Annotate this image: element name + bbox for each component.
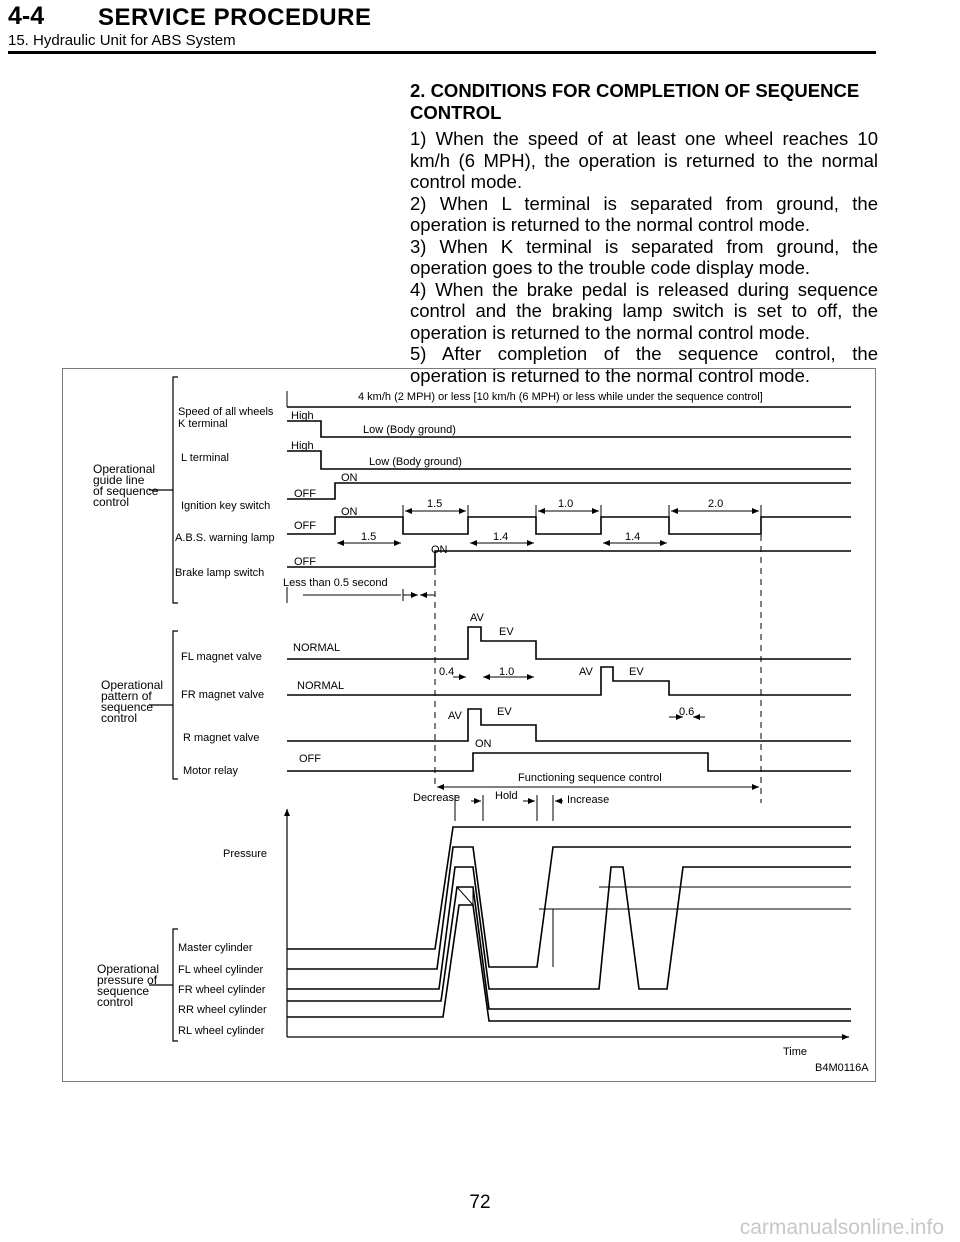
label-abs-lamp: A.B.S. warning lamp [175,532,275,544]
r-ev: EV [497,706,512,718]
header-rule [8,51,876,54]
abs-on: ON [341,506,358,518]
timing-0-4: 0.4 [439,666,455,678]
speed-note: 4 km/h (2 MPH) or less [10 km/h (6 MPH) or less while under the sequence control] [358,391,763,403]
motor-on: ON [475,738,492,750]
condition-3: 3) When K terminal is separated from ground, the operation goes to the trouble code display mode. [410,235,878,278]
label-k-terminal: K terminal [178,418,228,430]
fl-normal: NORMAL [293,642,341,654]
condition-5: 5) After completion of the sequence control, the operation is returned to the normal control mode. [410,343,878,386]
section-heading: 2. CONDITIONS FOR COMPLETION OF SEQUENCE CONTROL [410,80,860,123]
fl-ev: EV [499,626,514,638]
fl-av: AV [470,612,484,624]
ign-off: OFF [294,488,316,500]
increase-label: Increase [567,794,610,806]
label-fr-valve: FR magnet valve [181,689,265,701]
timing-1-4a: 1.4 [493,531,509,543]
pressure-axis-label: Pressure [223,848,268,860]
label-fl-wheel: FL wheel cylinder [178,964,264,976]
figure-code: B4M0116A [815,1062,869,1074]
less-than-label: Less than 0.5 second [283,577,388,589]
timing-2-0: 2.0 [708,498,724,510]
timing-diagram-svg [63,369,875,1081]
decrease-label: Decrease [413,792,461,804]
brake-off: OFF [294,556,316,568]
label-rr-wheel: RR wheel cylinder [178,1004,267,1016]
k-low: Low (Body ground) [363,424,456,436]
timing-0-6: 0.6 [679,706,695,718]
abs-off: OFF [294,520,316,532]
k-high: High [291,410,314,422]
time-axis-label: Time [783,1046,808,1058]
label-brake-lamp: Brake lamp switch [175,567,265,579]
l-low: Low (Body ground) [369,456,462,468]
brake-on: ON [431,544,448,556]
timing-1-0b: 1.0 [499,666,515,678]
section-code: 4-4 [8,2,45,30]
label-master: Master cylinder [178,942,253,954]
watermark: carmanualsonline.info [739,1216,944,1239]
r-av: AV [448,710,462,722]
timing-diagram [62,368,876,1082]
label-r-valve: R magnet valve [183,732,260,744]
group-label-pattern: Operational pattern of sequence control [101,678,164,725]
page-number: 72 [469,1192,491,1213]
timing-1-5b: 1.5 [361,531,377,543]
condition-4: 4) When the brake pedal is released during sequence control and the braking lamp switch is set to off, the operation is returned to the normal control mode. [410,278,878,343]
timing-1-4b: 1.4 [625,531,641,543]
timing-1-5a: 1.5 [427,498,443,510]
group-label-pressure: Operational pressure of sequence control [97,962,160,1009]
fr-ev: EV [629,666,644,678]
timing-1-0a: 1.0 [558,498,574,510]
label-motor: Motor relay [183,765,239,777]
page-title: SERVICE PROCEDURE [98,4,372,31]
fr-normal: NORMAL [297,680,345,692]
ign-on: ON [341,472,358,484]
fr-av: AV [579,666,593,678]
section-subtitle: 15. Hydraulic Unit for ABS System [8,32,236,49]
label-rl-wheel: RL wheel cylinder [178,1025,265,1037]
motor-off: OFF [299,753,321,765]
label-ignition: Ignition key switch [181,500,271,512]
label-fl-valve: FL magnet valve [181,651,262,663]
group-label-guide: Operational guide line of sequence control [93,462,159,509]
label-fr-wheel: FR wheel cylinder [178,984,266,996]
label-speed: Speed of all wheels [178,406,274,418]
condition-1: 1) When the speed of at least one wheel reaches 10 km/h (6 MPH), the operation is returned to the normal control mode. [410,128,878,192]
l-high: High [291,440,314,452]
label-l-terminal: L terminal [181,452,229,464]
functioning-label: Functioning sequence control [518,772,662,784]
condition-2: 2) When L terminal is separated from ground, the operation is returned to the normal control mode. [410,192,878,235]
content-column [410,80,878,386]
hold-label: Hold [495,790,518,802]
